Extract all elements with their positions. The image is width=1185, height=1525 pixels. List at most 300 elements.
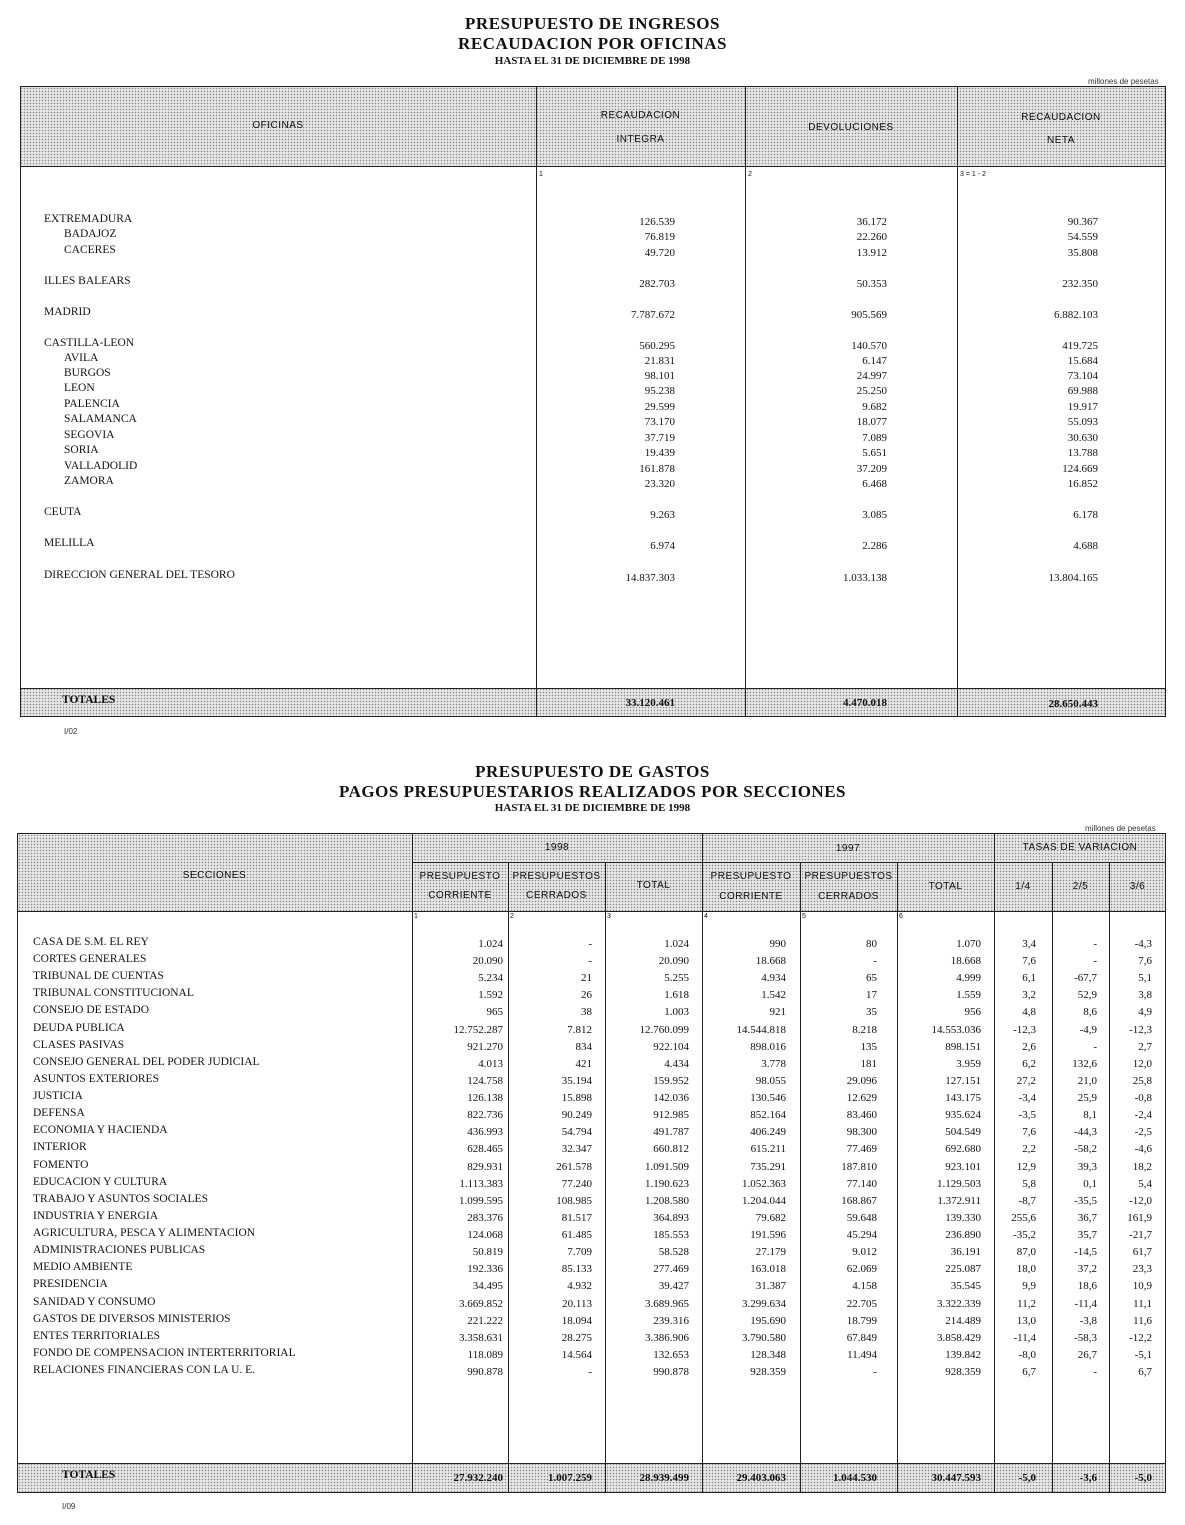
gastos-cell-c2: 15.898 [561, 1092, 592, 1104]
gastos-cell-c2: 7.812 [567, 1024, 592, 1036]
gastos-totals-c3: 28.939.499 [639, 1472, 689, 1484]
gastos-cell-r2: -67,7 [1074, 972, 1097, 984]
gastos-cell-c3: 922.104 [653, 1041, 689, 1053]
ingresos-cell-v3: 55.093 [1067, 416, 1098, 428]
header-pc97-1: PRESUPUESTO [710, 871, 792, 882]
gastos-cell-r1: 7,6 [1022, 1126, 1036, 1138]
gastos-cell-r3: 4,9 [1138, 1006, 1152, 1018]
gastos-cell-c6: 36.191 [950, 1246, 981, 1258]
gastos-cell-r2: 8,1 [1083, 1109, 1097, 1121]
gastos-cell-r1: 5,8 [1022, 1178, 1036, 1190]
gastos-cell-c3: 364.893 [653, 1212, 689, 1224]
gastos-cell-c4: 928.359 [750, 1366, 786, 1378]
gastos-cell-c1: 822.736 [467, 1109, 503, 1121]
header-year-1997: 1997 [835, 843, 861, 854]
gastos-cell-c2: 32.347 [561, 1143, 592, 1155]
gastos-cell-r3: -4,6 [1134, 1143, 1152, 1155]
ingresos-row-label: SORIA [64, 444, 99, 456]
ingresos-subtitle: HASTA EL 31 DE DICIEMBRE DE 1998 [494, 55, 691, 67]
gastos-cell-c4: 163.018 [750, 1263, 786, 1275]
gastos-cell-c2: 90.249 [561, 1109, 592, 1121]
ingresos-cell-v3: 13.804.165 [1048, 572, 1098, 584]
gastos-cell-r2: 18,6 [1077, 1280, 1097, 1292]
gastos-cell-c3: 185.553 [653, 1229, 689, 1241]
ingresos-cell-v2: 905.569 [851, 309, 887, 321]
gastos-cell-c1: 1.592 [478, 989, 503, 1001]
gastos-cell-r2: 37,2 [1077, 1263, 1097, 1275]
gastos-cell-c3: 159.952 [653, 1075, 689, 1087]
ingresos-cell-v3: 15.684 [1067, 355, 1098, 367]
gastos-cell-c2: 20.113 [562, 1298, 592, 1310]
ingresos-cell-v2: 22.260 [856, 231, 887, 243]
ingresos-row-label: MADRID [44, 306, 91, 318]
gastos-colnum-4: 4 [704, 913, 708, 920]
header-pce98-1: PRESUPUESTOS [512, 871, 601, 882]
gastos-cell-r1: 87,0 [1016, 1246, 1036, 1258]
gastos-cell-c4: 852.164 [750, 1109, 786, 1121]
gastos-row-label: SANIDAD Y CONSUMO [33, 1296, 156, 1308]
gastos-row-label: TRABAJO Y ASUNTOS SOCIALES [33, 1193, 208, 1205]
gastos-cell-c6: 3.322.339 [937, 1298, 981, 1310]
ingresos-cell-v3: 73.104 [1067, 370, 1098, 382]
gastos-cell-r1: 27,2 [1016, 1075, 1036, 1087]
ingresos-cell-v2: 2.286 [862, 540, 887, 552]
gastos-totals-c4: 29.403.063 [736, 1472, 786, 1484]
ingresos-row-label: VALLADOLID [64, 460, 138, 472]
gastos-cell-c1: 3.669.852 [459, 1298, 503, 1310]
ingresos-cell-v3: 419.725 [1062, 340, 1098, 352]
gastos-cell-r2: - [1093, 938, 1097, 950]
gastos-cell-c3: 4.434 [664, 1058, 689, 1070]
ingresos-cell-v3: 124.669 [1062, 463, 1098, 475]
gastos-cell-r2: 35,7 [1077, 1229, 1097, 1241]
header-total97: TOTAL [928, 881, 963, 892]
gastos-cell-c2: 77.240 [561, 1178, 592, 1190]
gastos-cell-r3: 11,6 [1133, 1315, 1152, 1327]
header-total98: TOTAL [636, 880, 671, 891]
gastos-cell-r2: 8,6 [1083, 1006, 1097, 1018]
gastos-cell-r1: 7,6 [1022, 955, 1036, 967]
gastos-cell-c2: - [588, 955, 592, 967]
gastos-cell-c4: 191.596 [750, 1229, 786, 1241]
ingresos-cell-v1: 76.819 [644, 231, 675, 243]
gastos-cell-c2: 421 [575, 1058, 592, 1070]
gastos-cell-r3: 3,8 [1138, 989, 1152, 1001]
gastos-cell-r2: -4,9 [1079, 1024, 1097, 1036]
ingresos-row-label: PALENCIA [64, 398, 120, 410]
ingresos-title-1: PRESUPUESTO DE INGRESOS [465, 14, 720, 33]
gastos-cell-c4: 128.348 [750, 1349, 786, 1361]
gastos-row-label: FOMENTO [33, 1159, 89, 1171]
ingresos-row-label: EXTREMADURA [44, 213, 133, 225]
ingresos-row-label: CACERES [64, 244, 116, 256]
gastos-cell-c3: 1.024 [664, 938, 689, 950]
gastos-cell-r3: -12,0 [1129, 1195, 1152, 1207]
ingresos-cell-v3: 16.852 [1067, 478, 1098, 490]
gastos-cell-r2: -3,8 [1079, 1315, 1097, 1327]
gastos-cell-c1: 192.336 [467, 1263, 503, 1275]
gastos-cell-c1: 965 [486, 1006, 503, 1018]
gastos-cell-r1: 6,7 [1022, 1366, 1036, 1378]
gastos-cell-r1: 9,9 [1022, 1280, 1036, 1292]
gastos-cell-c2: 28.275 [561, 1332, 592, 1344]
gastos-cell-c6: 935.624 [945, 1109, 981, 1121]
gastos-totals-c1: 27.932.240 [453, 1472, 503, 1484]
ingresos-cell-v3: 4.688 [1073, 540, 1098, 552]
gastos-row-label: ECONOMIA Y HACIENDA [33, 1124, 168, 1136]
gastos-cell-c6: 3.959 [956, 1058, 981, 1070]
gastos-row-label: INTERIOR [33, 1141, 87, 1153]
gastos-cell-c5: 59.648 [846, 1212, 877, 1224]
gastos-cell-c5: 35 [866, 1006, 877, 1018]
ingresos-cell-v1: 6.974 [650, 540, 675, 552]
gastos-row-label: INDUSTRIA Y ENERGIA [33, 1210, 159, 1222]
gastos-cell-c1: 1.099.595 [459, 1195, 503, 1207]
ingresos-row-label: CASTILLA-LEON [44, 337, 135, 349]
gastos-cell-c3: 1.208.580 [645, 1195, 689, 1207]
gastos-cell-c4: 79.682 [755, 1212, 786, 1224]
gastos-totals-r3: -5,0 [1134, 1472, 1152, 1484]
gastos-cell-r2: 52,9 [1077, 989, 1097, 1001]
gastos-cell-r3: 18,2 [1132, 1161, 1152, 1173]
gastos-row-label: CORTES GENERALES [33, 953, 147, 965]
ingresos-code: I/02 [64, 727, 78, 736]
ingresos-cell-v2: 6.468 [862, 478, 887, 490]
gastos-cell-c4: 14.544.818 [736, 1024, 786, 1036]
gastos-cell-c3: 142.036 [653, 1092, 689, 1104]
gastos-cell-c2: 85.133 [561, 1263, 592, 1275]
ingresos-row-label: ILLES BALEARS [44, 275, 131, 287]
gastos-cell-c1: 3.358.631 [459, 1332, 503, 1344]
gastos-cell-r1: -35,2 [1013, 1229, 1036, 1241]
gastos-cell-c5: 187.810 [841, 1161, 877, 1173]
gastos-totals-r2: -3,6 [1079, 1472, 1097, 1484]
gastos-row-label: DEUDA PUBLICA [33, 1022, 125, 1034]
gastos-cell-r2: 26,7 [1077, 1349, 1097, 1361]
ingresos-cell-v2: 140.570 [851, 340, 887, 352]
gastos-cell-c4: 27.179 [755, 1246, 786, 1258]
gastos-cell-r2: - [1093, 1366, 1097, 1378]
gastos-cell-c4: 735.291 [750, 1161, 786, 1173]
gastos-row-label: CONSEJO GENERAL DEL PODER JUDICIAL [33, 1056, 260, 1068]
gastos-cell-c1: 126.138 [467, 1092, 503, 1104]
gastos-cell-c6: 692.680 [945, 1143, 981, 1155]
gastos-row-label: CASA DE S.M. EL REY [33, 936, 149, 948]
gastos-cell-r1: 3,2 [1022, 989, 1036, 1001]
gastos-row-label: FONDO DE COMPENSACION INTERTERRITORIAL [33, 1347, 296, 1359]
gastos-cell-c2: 7.709 [567, 1246, 592, 1258]
ingresos-cell-v1: 14.837.303 [625, 572, 675, 584]
ingresos-cell-v1: 126.539 [639, 216, 675, 228]
gastos-cell-c6: 127.151 [945, 1075, 981, 1087]
gastos-cell-c4: 3.778 [761, 1058, 786, 1070]
gastos-cell-c6: 923.101 [945, 1161, 981, 1173]
gastos-cell-c1: 20.090 [472, 955, 503, 967]
gastos-cell-c1: 283.376 [467, 1212, 503, 1224]
ingresos-cell-v2: 3.085 [862, 509, 887, 521]
gastos-cell-c5: 62.069 [846, 1263, 877, 1275]
ingresos-cell-v2: 50.353 [856, 278, 887, 290]
gastos-cell-r2: 36,7 [1077, 1212, 1097, 1224]
ingresos-cell-v3: 232.350 [1062, 278, 1098, 290]
gastos-cell-r1: -3,5 [1018, 1109, 1036, 1121]
gastos-cell-c4: 1.052.363 [742, 1178, 786, 1190]
header-recaudacion-integra-1: RECAUDACION [600, 110, 681, 121]
header-recaudacion-neta-1: RECAUDACION [1021, 112, 1101, 123]
gastos-cell-c3: 239.316 [653, 1315, 689, 1327]
gastos-cell-c1: 5.234 [478, 972, 503, 984]
gastos-cell-c3: 1.618 [664, 989, 689, 1001]
header-recaudacion-integra-2: INTEGRA [616, 134, 665, 145]
header-devoluciones: DEVOLUCIONES [808, 122, 894, 133]
gastos-cell-c3: 1.091.509 [645, 1161, 689, 1173]
gastos-cell-c4: 921 [769, 1006, 786, 1018]
gastos-cell-c1: 829.931 [467, 1161, 503, 1173]
ingresos-row-label: CEUTA [44, 506, 82, 518]
gastos-cell-c3: 277.469 [653, 1263, 689, 1275]
gastos-cell-r2: - [1093, 1041, 1097, 1053]
gastos-cell-c2: 81.517 [561, 1212, 592, 1224]
gastos-code: I/09 [62, 1502, 76, 1511]
ingresos-cell-v2: 25.250 [856, 385, 887, 397]
gastos-cell-c4: 195.690 [750, 1315, 786, 1327]
ingresos-cell-v1: 23.320 [644, 478, 675, 490]
gastos-cell-c5: 168.867 [841, 1195, 877, 1207]
gastos-cell-c3: 132.653 [653, 1349, 689, 1361]
gastos-row-label: CONSEJO DE ESTADO [33, 1004, 149, 1016]
gastos-cell-r3: 25,8 [1132, 1075, 1152, 1087]
gastos-cell-r1: 6,2 [1022, 1058, 1036, 1070]
ingresos-cell-v3: 35.808 [1067, 247, 1098, 259]
gastos-cell-r3: -21,7 [1129, 1229, 1152, 1241]
gastos-cell-c3: 3.386.906 [645, 1332, 689, 1344]
gastos-totals-c2: 1.007.259 [548, 1472, 592, 1484]
gastos-cell-c3: 1.003 [664, 1006, 689, 1018]
ingresos-row-label: ZAMORA [64, 475, 114, 487]
header-pce97-1: PRESUPUESTOS [804, 871, 893, 882]
gastos-cell-c6: 4.999 [956, 972, 981, 984]
gastos-cell-c4: 1.542 [761, 989, 786, 1001]
header-pc97-2: CORRIENTE [719, 891, 783, 902]
ingresos-cell-v3: 6.882.103 [1054, 309, 1098, 321]
ingresos-totals-integra: 33.120.461 [625, 697, 675, 709]
ingresos-cell-v3: 54.559 [1067, 231, 1098, 243]
gastos-row-label: ADMINISTRACIONES PUBLICAS [33, 1244, 206, 1256]
gastos-row-label: ASUNTOS EXTERIORES [33, 1073, 159, 1085]
gastos-row-label: JUSTICIA [33, 1090, 83, 1102]
ingresos-row-label: SALAMANCA [64, 413, 137, 425]
gastos-cell-c5: 11.494 [847, 1349, 877, 1361]
gastos-cell-c2: 38 [581, 1006, 592, 1018]
gastos-cell-r1: 3,4 [1022, 938, 1036, 950]
gastos-cell-c6: 14.553.036 [931, 1024, 981, 1036]
gastos-cell-c4: 898.016 [750, 1041, 786, 1053]
ingresos-cell-v2: 37.209 [856, 463, 887, 475]
gastos-cell-c1: 1.113.383 [459, 1178, 503, 1190]
gastos-cell-c6: 3.858.429 [937, 1332, 981, 1344]
gastos-cell-c2: 108.985 [556, 1195, 592, 1207]
gastos-cell-r2: -35,5 [1074, 1195, 1097, 1207]
gastos-cell-c4: 1.204.044 [742, 1195, 786, 1207]
gastos-cell-c1: 990.878 [467, 1366, 503, 1378]
ingresos-row-label: DIRECCION GENERAL DEL TESORO [44, 569, 235, 581]
gastos-cell-r3: 10,9 [1132, 1280, 1152, 1292]
gastos-cell-r2: 25,9 [1077, 1092, 1097, 1104]
gastos-cell-c4: 406.249 [750, 1126, 786, 1138]
gastos-cell-c6: 1.129.503 [937, 1178, 981, 1190]
gastos-row-label: GASTOS DE DIVERSOS MINISTERIOS [33, 1313, 231, 1325]
gastos-row-label: RELACIONES FINANCIERAS CON LA U. E. [33, 1364, 256, 1376]
ingresos-cell-v1: 37.719 [644, 432, 675, 444]
gastos-totals-c5: 1.044.530 [833, 1472, 877, 1484]
gastos-cell-c4: 18.668 [755, 955, 786, 967]
header-oficinas: OFICINAS [252, 120, 304, 131]
ingresos-row-label: BURGOS [64, 367, 111, 379]
gastos-cell-c1: 921.270 [467, 1041, 503, 1053]
gastos-cell-r3: 7,6 [1138, 955, 1152, 967]
gastos-cell-c5: 22.705 [846, 1298, 877, 1310]
gastos-cell-r3: 5,4 [1138, 1178, 1152, 1190]
ingresos-cell-v1: 282.703 [639, 278, 675, 290]
header-year-1998: 1998 [544, 842, 570, 853]
gastos-cell-r3: 2,7 [1138, 1041, 1152, 1053]
gastos-unit: millones de pesetas [1085, 824, 1156, 833]
ingresos-row-label: AVILA [64, 352, 99, 364]
ingresos-cell-v2: 18.077 [856, 416, 887, 428]
ingresos-cell-v3: 69.988 [1067, 385, 1098, 397]
gastos-totals-c6: 30.447.593 [931, 1472, 981, 1484]
gastos-title-1: PRESUPUESTO DE GASTOS [475, 762, 710, 781]
gastos-cell-c5: 9.012 [852, 1246, 877, 1258]
ingresos-colnum-2: 2 [748, 171, 752, 178]
gastos-cell-r2: -14,5 [1074, 1246, 1097, 1258]
gastos-cell-c6: 143.175 [945, 1092, 981, 1104]
gastos-cell-c5: 17 [866, 989, 877, 1001]
ingresos-cell-v2: 5.651 [862, 447, 887, 459]
ingresos-title-2: RECAUDACION POR OFICINAS [458, 34, 727, 53]
gastos-cell-c3: 660.812 [653, 1143, 689, 1155]
gastos-cell-c4: 3.299.634 [742, 1298, 786, 1310]
ingresos-cell-v1: 19.439 [644, 447, 675, 459]
gastos-cell-c6: 18.668 [950, 955, 981, 967]
gastos-totals-label: TOTALES [62, 1469, 116, 1481]
gastos-cell-c2: 35.194 [561, 1075, 592, 1087]
gastos-cell-r1: -12,3 [1013, 1024, 1036, 1036]
ingresos-cell-v2: 24.997 [856, 370, 887, 382]
gastos-cell-r2: -44,3 [1074, 1126, 1097, 1138]
gastos-cell-c4: 990 [769, 938, 786, 950]
gastos-cell-c6: 225.087 [945, 1263, 981, 1275]
header-pc98-2: CORRIENTE [428, 890, 492, 901]
gastos-cell-r1: -3,4 [1018, 1092, 1036, 1104]
gastos-cell-c4: 3.790.580 [742, 1332, 786, 1344]
gastos-cell-r3: 61,7 [1132, 1246, 1152, 1258]
gastos-cell-r3: 12,0 [1132, 1058, 1152, 1070]
gastos-cell-c5: 181 [860, 1058, 877, 1070]
gastos-cell-r1: 2,2 [1022, 1143, 1036, 1155]
gastos-cell-c2: - [588, 1366, 592, 1378]
gastos-cell-c1: 221.222 [467, 1315, 503, 1327]
ingresos-colnum-3: 3 = 1 - 2 [960, 171, 986, 178]
gastos-cell-r3: -4,3 [1134, 938, 1152, 950]
gastos-cell-c6: 1.070 [956, 938, 981, 950]
gastos-row-label: EDUCACION Y CULTURA [33, 1176, 168, 1188]
gastos-cell-c4: 4.934 [761, 972, 786, 984]
gastos-cell-c5: 83.460 [846, 1109, 877, 1121]
gastos-cell-r3: -2,4 [1134, 1109, 1152, 1121]
header-ratio-1-4: 1/4 [1015, 881, 1031, 892]
gastos-cell-r3: 5,1 [1138, 972, 1152, 984]
ingresos-cell-v1: 21.831 [644, 355, 675, 367]
gastos-cell-r1: 13,0 [1016, 1315, 1036, 1327]
gastos-cell-c1: 1.024 [478, 938, 503, 950]
gastos-cell-c6: 236.890 [945, 1229, 981, 1241]
header-tasas-variacion: TASAS DE VARIACION [1022, 842, 1138, 853]
gastos-title-2: PAGOS PRESUPUESTARIOS REALIZADOS POR SECCIONES [339, 782, 846, 801]
gastos-cell-c5: 4.158 [852, 1280, 877, 1292]
gastos-cell-c1: 124.758 [467, 1075, 503, 1087]
gastos-cell-c4: 98.055 [755, 1075, 786, 1087]
header-recaudacion-neta-2: NETA [1047, 135, 1075, 146]
gastos-cell-c2: 261.578 [556, 1161, 592, 1173]
gastos-cell-c1: 34.495 [472, 1280, 503, 1292]
gastos-cell-c1: 50.819 [472, 1246, 503, 1258]
ingresos-cell-v3: 30.630 [1067, 432, 1098, 444]
gastos-cell-c6: 1.372.911 [937, 1195, 981, 1207]
ingresos-cell-v2: 1.033.138 [843, 572, 887, 584]
ingresos-cell-v2: 7.089 [862, 432, 887, 444]
gastos-cell-c3: 491.787 [653, 1126, 689, 1138]
ingresos-totals-devoluciones: 4.470.018 [843, 697, 887, 709]
gastos-cell-c5: - [873, 1366, 877, 1378]
ingresos-row-label: BADAJOZ [64, 228, 117, 240]
ingresos-cell-v2: 36.172 [856, 216, 887, 228]
ingresos-unit: millones de pesetas [1088, 77, 1159, 86]
header-pc98-1: PRESUPUESTO [419, 871, 501, 882]
gastos-cell-c2: 61.485 [561, 1229, 592, 1241]
gastos-cell-r2: -58,2 [1074, 1143, 1097, 1155]
ingresos-cell-v1: 560.295 [639, 340, 675, 352]
gastos-cell-c5: 65 [866, 972, 877, 984]
gastos-cell-r3: 6,7 [1138, 1366, 1152, 1378]
gastos-row-label: TRIBUNAL DE CUENTAS [33, 970, 164, 982]
gastos-row-label: PRESIDENCIA [33, 1278, 108, 1290]
ingresos-row-label: SEGOVIA [64, 429, 115, 441]
gastos-cell-c6: 504.549 [945, 1126, 981, 1138]
gastos-cell-c3: 990.878 [653, 1366, 689, 1378]
gastos-cell-c3: 58.528 [658, 1246, 689, 1258]
gastos-cell-c1: 436.993 [467, 1126, 503, 1138]
ingresos-cell-v3: 90.367 [1067, 216, 1098, 228]
gastos-cell-r3: 23,3 [1132, 1263, 1152, 1275]
header-pce98-2: CERRADOS [526, 890, 587, 901]
gastos-row-label: TRIBUNAL CONSTITUCIONAL [33, 987, 194, 999]
gastos-cell-r2: 0,1 [1083, 1178, 1097, 1190]
gastos-cell-r3: -2,5 [1134, 1126, 1152, 1138]
header-ratio-3-6: 3/6 [1129, 881, 1146, 892]
gastos-cell-c4: 130.546 [750, 1092, 786, 1104]
gastos-cell-c5: - [873, 955, 877, 967]
gastos-cell-r2: 132,6 [1072, 1058, 1097, 1070]
gastos-cell-r2: -58,3 [1074, 1332, 1097, 1344]
gastos-cell-r1: -11,4 [1013, 1332, 1036, 1344]
ingresos-cell-v3: 19.917 [1067, 401, 1098, 413]
gastos-cell-c5: 45.294 [846, 1229, 877, 1241]
gastos-cell-r1: 4,8 [1022, 1006, 1036, 1018]
header-pce97-2: CERRADOS [818, 891, 879, 902]
gastos-cell-c3: 5.255 [664, 972, 689, 984]
gastos-cell-c1: 12.752.287 [453, 1024, 503, 1036]
